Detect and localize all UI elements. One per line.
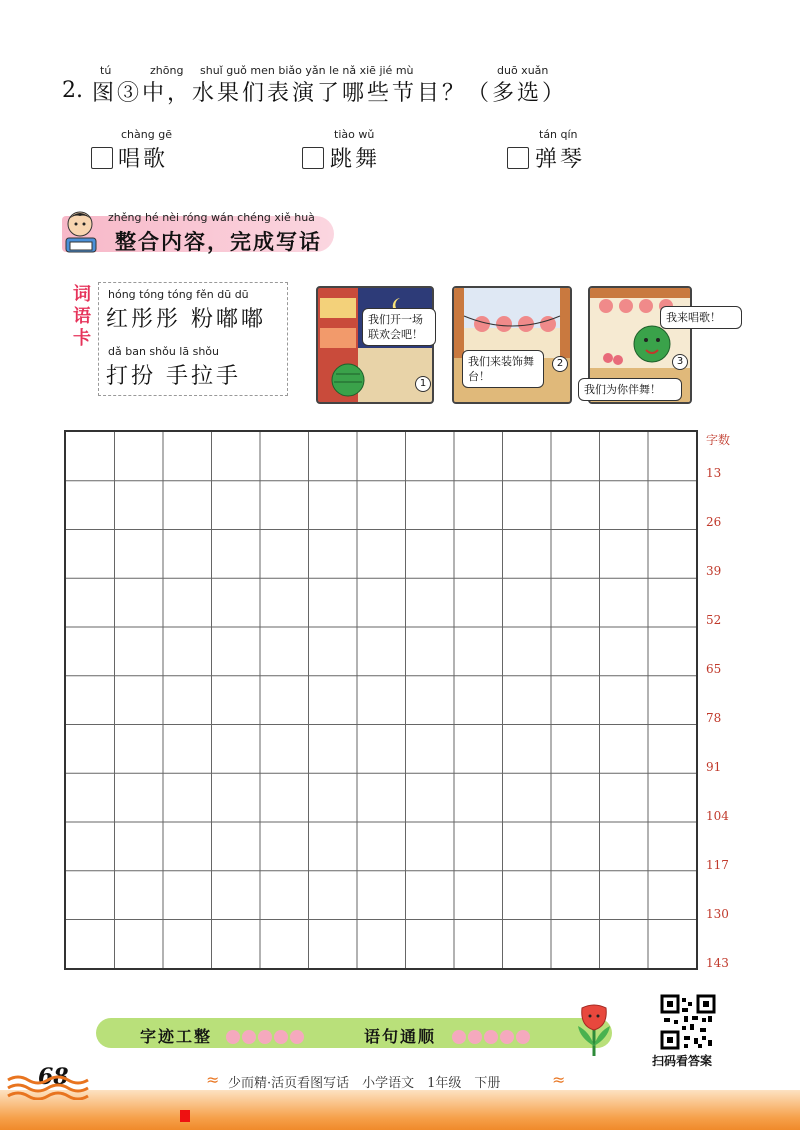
pinyin-zhong: zhōng [150, 64, 184, 77]
option-label-piano: 弹琴 [535, 147, 586, 172]
tulip-icon [572, 1000, 616, 1058]
eval-label-handwriting: 字迹工整 [140, 1027, 213, 1046]
grid-count: 13 [706, 466, 722, 480]
option-label-dance: 跳舞 [330, 147, 381, 172]
footer-band [0, 1090, 800, 1130]
comic-bubble-3a: 我来唱歌！ [660, 306, 742, 329]
page-number-waves [4, 1074, 100, 1100]
option-checkbox-piano[interactable] [507, 147, 529, 169]
writing-grid[interactable] [64, 430, 698, 970]
grid-count: 143 [706, 956, 729, 970]
footer-red-mark [180, 1110, 190, 1122]
option-label-sing: 唱歌 [118, 147, 169, 172]
option-checkbox-dance[interactable] [302, 147, 324, 169]
star-icon[interactable] [290, 1030, 304, 1044]
star-icon[interactable] [484, 1030, 498, 1044]
word-row-1-text: 红彤彤 粉嘟嘟 [106, 307, 266, 332]
grid-count: 52 [706, 613, 722, 627]
footer-wave-left-icon: ≈ [206, 1070, 220, 1089]
star-icon[interactable] [242, 1030, 256, 1044]
star-icon[interactable] [258, 1030, 272, 1044]
star-icon[interactable] [274, 1030, 288, 1044]
pinyin-question: shuǐ guǒ men biǎo yǎn le nǎ xiē jié mù [200, 64, 414, 77]
grid-lines [66, 432, 696, 968]
comic-bubble-1: 我们开一场联欢会吧！ [362, 308, 436, 346]
word-row-2-pinyin: dǎ ban shǒu lā shǒu [108, 345, 220, 358]
question-text: 图③中，水果们表演了哪些节目？（多选） [92, 81, 568, 106]
comic-number-3: 3 [672, 354, 688, 370]
comic-bubble-2: 我们来装饰舞台！ [462, 350, 544, 388]
grid-count: 117 [706, 858, 729, 872]
grid-count: 39 [706, 564, 722, 578]
grid-count: 65 [706, 662, 722, 676]
option-pinyin-2: tiào wǔ [334, 128, 375, 141]
option-pinyin-1: chàng gē [121, 128, 172, 141]
eval-label-fluency: 语句通顺 [364, 1027, 437, 1046]
word-card-tag [66, 284, 96, 374]
grid-count-header: 字数 [706, 433, 731, 447]
comic-number-1: 1 [415, 376, 431, 392]
section-pinyin: zhěng hé nèi róng wán chéng xiě huà [108, 211, 315, 224]
comic-number-2: 2 [552, 356, 568, 372]
star-icon[interactable] [516, 1030, 530, 1044]
grid-count: 130 [706, 907, 729, 921]
comic-bubble-3b: 我们为你伴舞！ [578, 378, 682, 401]
word-row-1-pinyin: hóng tóng tóng fěn dū dū [108, 288, 249, 301]
word-card-tag-text: 词语卡 [70, 284, 91, 350]
star-icon[interactable] [500, 1030, 514, 1044]
page-number: 68 [38, 1064, 69, 1090]
star-icon[interactable] [226, 1030, 240, 1044]
grid-count: 104 [706, 809, 729, 823]
footer-wave-right-icon: ≈ [552, 1070, 566, 1089]
section-title: 整合内容，完成写话 [115, 229, 322, 254]
eval-stars-2[interactable] [452, 1026, 532, 1045]
eval-stars-1[interactable] [226, 1026, 306, 1045]
boy-writing-icon [60, 208, 102, 254]
grid-count: 91 [706, 760, 722, 774]
grid-count: 26 [706, 515, 722, 529]
footer-text: 少而精·活页看图写话 小学语文 1年级 下册 [228, 1076, 501, 1091]
word-row-2-text: 打扮 手拉手 [106, 364, 241, 389]
star-icon[interactable] [468, 1030, 482, 1044]
option-pinyin-3: tán qín [539, 128, 578, 141]
qr-code-icon[interactable] [660, 994, 716, 1050]
qr-label: 扫码看答案 [652, 1054, 713, 1068]
option-checkbox-sing[interactable] [91, 147, 113, 169]
grid-count: 78 [706, 711, 722, 725]
question-number: 2. [62, 78, 83, 103]
star-icon[interactable] [452, 1030, 466, 1044]
pinyin-tu: tú [100, 64, 112, 77]
pinyin-duoxuan: duō xuǎn [497, 64, 549, 77]
